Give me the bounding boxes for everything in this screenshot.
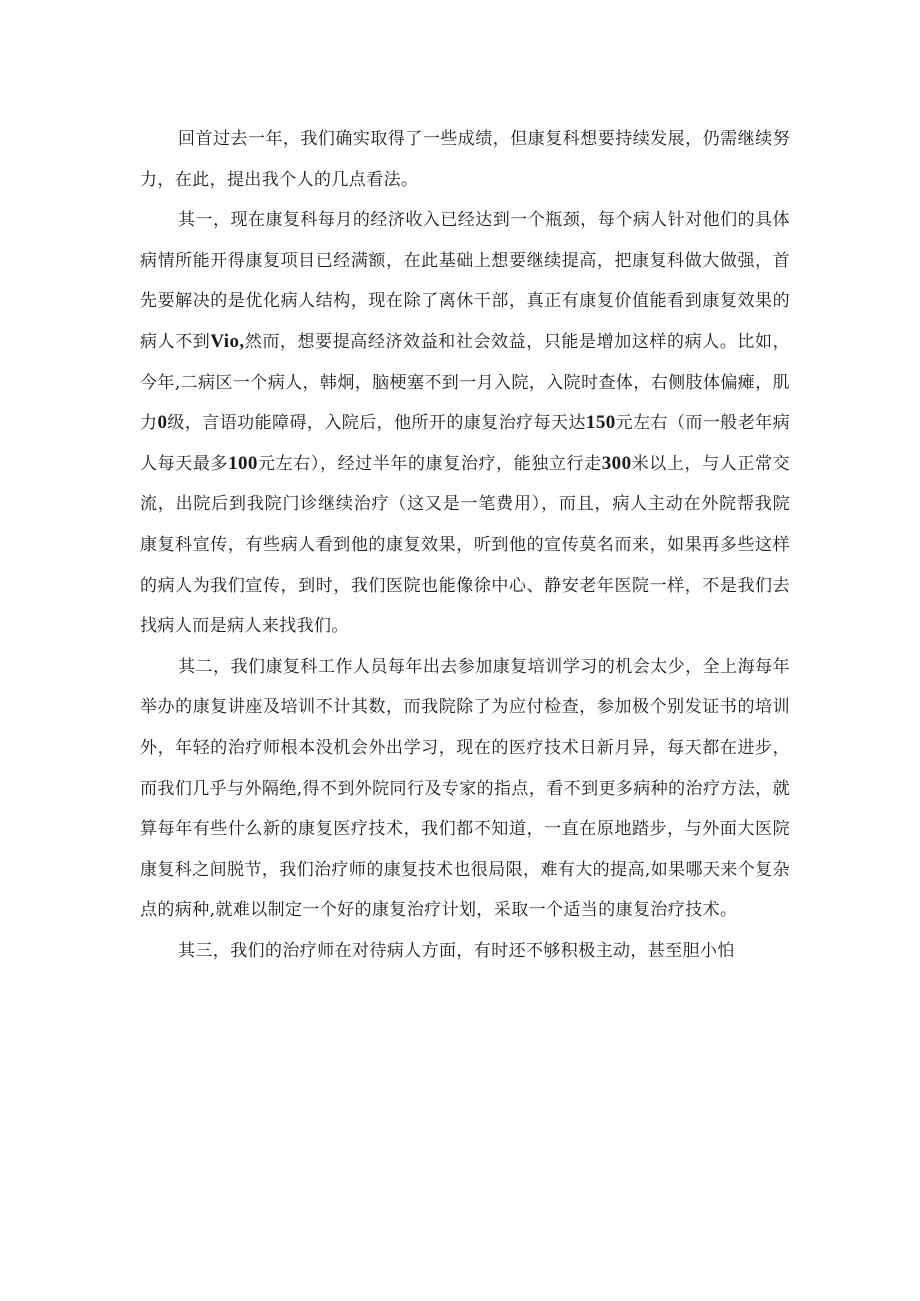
text-run: 元左右（而一般老年病人每天最多 <box>140 413 791 474</box>
emphasized-number: 0 <box>157 412 168 434</box>
text-run: 其一，现在康复科每月的经济收入已经达到一个瓶颈，每个病人针对他们的具体病情所能开得康复项目已经满额，在此基础上想要继续提高，把康复科做大做强，首先要解决的是优化病人结构，现在除了离休干部，真正有康复价值能看到康复效果的病人不到 <box>140 210 790 352</box>
text-run: 回首过去一年，我们确实取得了一些成绩，但康复科想要持续发展，仍需继续努力，在此，提出我个人的几点看法。 <box>140 129 790 190</box>
paragraph-point-three <box>140 931 790 972</box>
text-run: 米以上，与人正常交流，出院后到我院门诊继续治疗（这又是一笔费用），而且，病人主动在外院帮我院康复科宣传，有些病人看到他的康复效果，听到他的宣传莫名而来，如果再多些这样的病人为我们宣传，到时，我们医院也能像徐中心、静安老年医院一样，不是我们去找病人而是病人来找我们。 <box>140 453 791 637</box>
text-run: 级，言语功能障碍，入院后，他所开的康复治疗每天达 <box>167 413 586 434</box>
text-run: 元左右），经过半年的康复治疗，能独立行走 <box>257 453 602 474</box>
emphasized-number: 100 <box>228 452 258 474</box>
text-run: 然而，想要提高经济效益和社会效益，只能是增加这样的病人。比如，今年,二病区一个病人，韩炯，脑梗塞不到一月入院，入院时查体，右侧肢体偏瘫，肌力 <box>140 331 790 434</box>
paragraph-review-intro <box>140 119 790 200</box>
emphasized-number: 150 <box>585 412 616 434</box>
text-run: 其二，我们康复科工作人员每年出去参加康复培训学习的机会太少，全上海每年举办的康复讲座及培训不计其数，而我院除了为应付检查，参加极个别发证书的培训外，年轻的治疗师根本没机会外出学习，现在的医疗技术日新月异，每天都在进步，而我们几乎与外隔绝,得不到外院同行及专家的指点，看不到更多病种的治疗方法，就算每年有些什么新的康复医疗技术，我们都不知道，一直在原地踏步，与外面大医院康复科之间脱节，我们治疗师的康复技术也很局限，难有大的提高,如果哪天来个复杂点的病种,就难以制定一个好的康复治疗计划，采取一个适当的康复治疗技术。 <box>140 656 790 921</box>
text-run: 其三，我们的治疗师在对待病人方面，有时还不够积极主动，甚至胆小怕 <box>178 940 735 961</box>
paragraph-point-two <box>140 647 790 931</box>
document-body <box>140 119 790 971</box>
emphasized-number: Vio, <box>210 330 245 352</box>
paragraph-point-one <box>140 200 790 647</box>
emphasized-number: 300 <box>601 452 632 474</box>
